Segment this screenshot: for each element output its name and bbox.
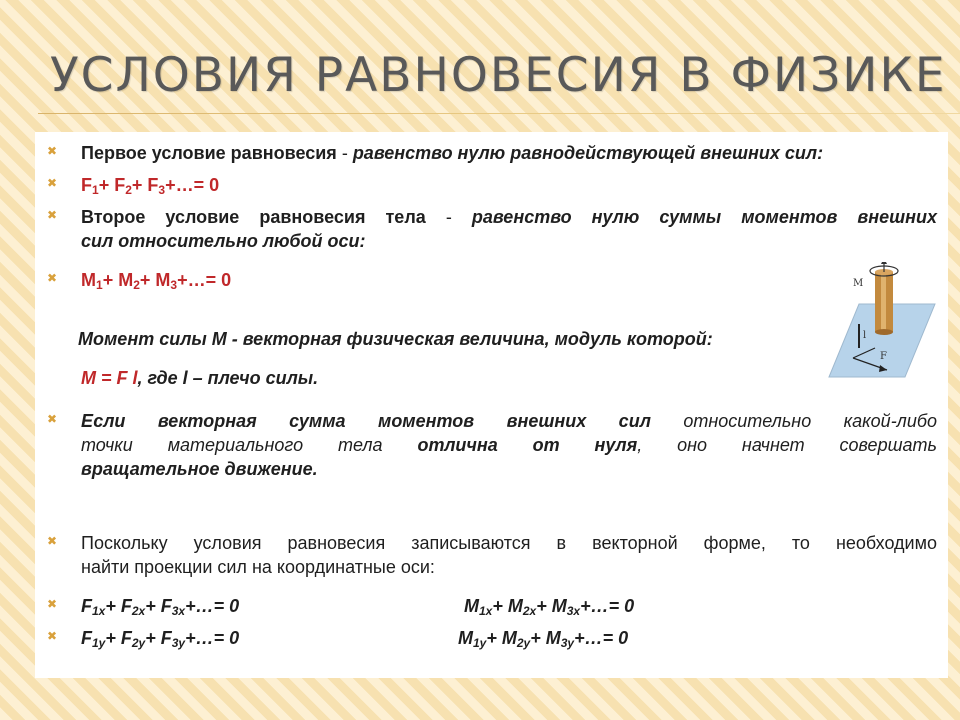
slide-title: УСЛОВИЯ РАВНОВЕСИЯ В ФИЗИКЕ <box>50 48 947 103</box>
x-moment-formula: $M_{1x}+ M_{2x}+$ $M_{3x}+\dots= 0$ <box>464 596 635 618</box>
first-condition-definition: равенство нулю равнодействующей внешних сил: <box>352 143 824 163</box>
y-moment-formula: $M_{1y}+ M_{2y}+$ $M_{3y}+\dots= 0$ <box>458 628 629 650</box>
bullet-icon: ✖ <box>47 629 58 643</box>
label-m: M <box>853 278 864 289</box>
bullet-icon: ✖ <box>47 271 58 285</box>
moment-sum-item <box>47 268 231 292</box>
projection-item <box>47 531 937 579</box>
x-projection-item <box>47 594 239 618</box>
force-sum-item <box>47 173 219 197</box>
label-l: l <box>863 330 867 341</box>
bullet-icon: ✖ <box>47 176 58 190</box>
first-condition-item <box>47 141 937 165</box>
bullet-icon: ✖ <box>47 534 58 548</box>
second-condition-text: Второе условие равновесия тела - равенство нулю суммы моментов внешних сил относительно любой оси: <box>81 207 938 251</box>
x-force-formula: $F_{1x}+ F_{2x}+$ $F_{3x}+\dots= 0$ <box>81 596 240 618</box>
rotation-diagram <box>825 262 937 382</box>
bullet-icon: ✖ <box>47 597 58 611</box>
label-f: F <box>880 351 887 362</box>
y-force-formula: $F_{1y}+ F_{2y}+$ $F_{3y}+\dots= 0$ <box>81 628 240 650</box>
moment-sum-formula: $M_1+ M_2+$ $M_3+\dots= 0$ <box>81 270 232 292</box>
rotation-text: Если векторная сумма моментов внешних сил относительно какой-либо точки материального тела отлична от нуля, оно начнет совершать вращательное движение. <box>81 411 937 479</box>
bullet-icon: ✖ <box>47 144 58 158</box>
title-underline <box>38 113 960 114</box>
bullet-icon: ✖ <box>47 208 58 222</box>
moment-formula: M = F l <box>81 368 138 388</box>
second-condition-label: Второе условие равновесия тела <box>81 207 426 227</box>
y-projection-item <box>47 626 239 650</box>
moment-formula-line: M = F l, где l – плечо силы. <box>81 368 319 388</box>
force-sum-formula: $F_1+ F_2+$ $F_3+\dots= 0$ <box>81 175 220 197</box>
second-condition-item <box>47 205 937 253</box>
projection-text: Поскольку условия равновесия записываются в векторной форме, то необходимо найти проекции сил на координатные оси: <box>81 533 937 577</box>
bullet-icon: ✖ <box>47 412 58 426</box>
moment-definition: Момент силы М - векторная физическая величина, модуль которой: <box>78 329 713 349</box>
first-condition-text: Первое условие равновесия - равенство нулю равнодействующей внешних сил: <box>81 143 824 163</box>
first-condition-label: Первое условие равновесия <box>81 143 337 163</box>
rotation-item <box>47 409 937 481</box>
